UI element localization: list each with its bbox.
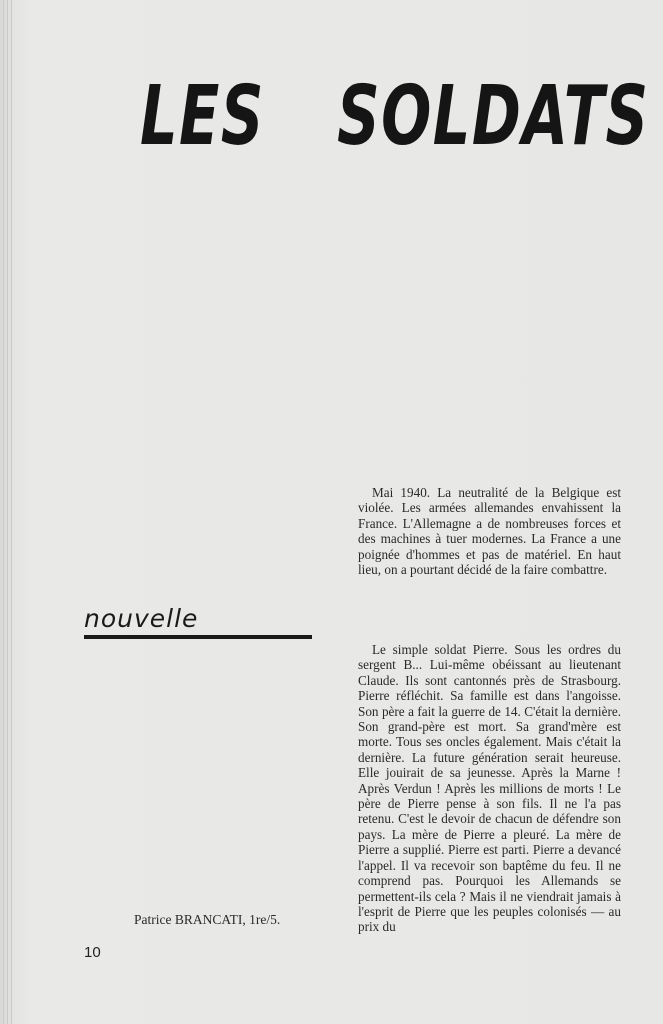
paragraph: Le simple soldat Pierre. Sous les ordres du sergent B... Lui-même obéissant au lieutenant Claude. Ils sont cantonnés près de Strasbourg. Pierre réfléchit. Sa famille est dans l'angoisse. Son père a fait la guerre de 14. C'était la dernière. Son grand-père est mort. Sa grand'mère est morte. Tous ses oncles également. Mais c'était la dernière. La future génération serait heureuse. Elle jouirait de sa jeunesse. Après la Marne ! Après Verdun ! Après les millions de morts ! Le père de Pierre pense à son fils. Il ne l'a pas retenu. C'est le devoir de chacun de défendre son pays. La mère de Pierre a pleuré. La mère de Pierre a supplié. Pierre est parti. Pierre a devancé l'appel. Il va recevoir son baptême du feu. Il ne comprend pas. Pourquoi les Allemands se permettent-ils cela ? Mais il ne viendrait jamais à l'esprit de Pierre que les peuples colonisés — au prix du — [358, 642, 621, 935]
page-number: 10 — [84, 944, 101, 961]
text-column-main — [358, 642, 621, 935]
page-edge-line — [3, 0, 4, 1024]
text-column-intro — [358, 485, 621, 577]
author-byline: Patrice BRANCATI, 1re/5. — [134, 912, 281, 927]
page-edge-line — [11, 0, 12, 1024]
paragraph: Mai 1940. La neutralité de la Belgique est violée. Les armées allemandes envahissent la France. L'Allemagne a de nombreuses forces et des machines à tuer modernes. La France a une poignée d'hommes et pas de matériel. En haut lieu, on a pourtant décidé de la faire combattre. — [358, 485, 621, 578]
genre-underline — [84, 635, 312, 639]
story-title: LES SOLDATS — [140, 69, 650, 164]
genre-label: nouvelle — [84, 604, 199, 633]
page-edge-line — [7, 0, 8, 1024]
